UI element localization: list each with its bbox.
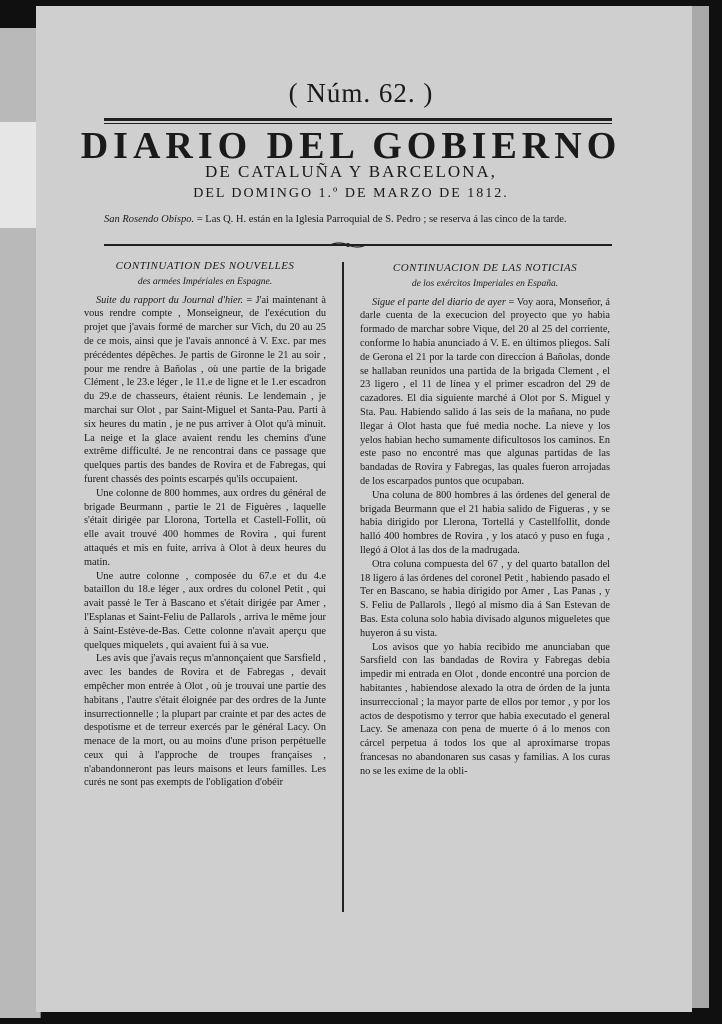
ornament-icon [330,241,366,249]
notice-text: = Las Q. H. están en la Iglesia Parroquial de S. Pedro ; se reserva á las cinco de la tarde. [194,214,567,225]
date-line: DEL DOMINGO 1.º DE MARZO DE 1812. [193,186,509,201]
spanish-paragraph: Los avisos que yo habia recibido me anunciaban que Sarsfield con las bandadas de Rovira y Fabregas debia impedir mi entrada en Olot , donde encontré una porcion de habitantes , habiendose alexado la otra de órden de la junta insurreccional ; la mayor parte de ellos por temor , y por los actos de despotismo y terror que habia executado el general Lacy. Se amenaza con pena de muerte ó á lo menos con cárcel perpetua á todos los que al aproximarse tropas francesas no abandonaren sus casas y familias. A los curas no se les exime de la obli- [360,641,610,777]
column-divider [342,262,344,912]
daily-notice [104,213,614,227]
issue-number: ( Núm. 62. ) [288,78,434,108]
spanish-column [360,262,610,778]
notice-saint: San Rosendo Obispo. [104,214,195,225]
masthead-subtitle: DE CATALUÑA Y BARCELONA, [205,162,497,181]
spanish-paragraph: Una coluna de 800 hombres á las órdenes del general de brigada Beurmann que el 21 habia salido de Figueras , y se habia dirigido por Llerona, Tortellá y Castellfollit, donde halló 400 hombres de Rovira , y los atacó y puso en fuga , llegó á Olot á las dos de la madrugada. [360,489,610,556]
spanish-subheading: de los exércitos Imperiales en España. [411,278,559,289]
french-column [84,260,326,790]
french-paragraph: Une autre colonne , composée du 67.e et du 4.e bataillon du 18.e léger , aux ordres du colonel Petit , qui avait passé le Ter à Bascano et s'était dirigée par Amer , l'Esplanas et Saint-Feliu de Pallarols , arriva le même jour à Saint-Estève-de-Bas. Cette colonne n'avait aperçu que quelques miquelets , qui avaient fui à sa vue. [84,570,326,651]
spanish-heading: CONTINUACION DE LAS NOTICIAS [392,262,578,274]
masthead-top-rule [104,118,612,121]
spanish-paragraph: Sigue el parte del diario de ayer = Voy aora, Monseñor, á darle cuenta de la execucion del proyecto que yo habia formado de marchar sobre Vique, del 20 al 25 del corriente, conforme lo habia anunciado á V. E. en últimos pliegos. Salí de Gerona el 21 por la tarde con direccion á Bañolas, donde se hallaban reunidos una partida de la brigada Clement , el 23 ligero , el 11 de línea y el primer escadron del 29 de cazadores. El dia siguiente marché á Olot por S. Miguel y Sta. Pau. Habiendo salido á las seis de la mañana, no pude llegar á Olot hasta que fué media noche. La nieve y los yelos habian hecho sumamente dificultosos los caminos. En este paso no encontré mas que algunas partidas de las bandadas de Rovira y Fabregas, las quales fueron arrojadas de los escarpados puntos que ocupaban. [360,296,610,487]
french-heading: CONTINUATION DES NOUVELLES [115,260,295,272]
paper-tab [0,122,38,228]
spanish-paragraph: Otra coluna compuesta del 67 , y del quarto batallon del 18 ligero á las órdenes del coronel Petit , habiendo pasado el Ter en Bascano, se habia dirigido por Amer , Las Panas , y S. Feliu de Pallarols , llegó al mismo dia á San Estevan de Bas. Esta coluna solo habia divisado algunos migueletes que huyeron á su vista. [360,558,610,639]
french-paragraph: Suite du rapport du Journal d'hier. = J'ai maintenant à vous rendre compte , Monseigneur, de l'exécution du projet que j'avais formé de marcher sur Vich, du 20 au 25 de ce mois, ainsi que je l'avais annoncé à V. Exc. par mes précédentes dépêches. Je partis de Gironne le 21 au soir , pour me rendre à Bañolas , où une partie de la brigade Clément , le 23.e léger , le 11.e de ligne et le 1.er escadron du 29.e de chasseurs, étaient réunis. Le lendemain , je marchai sur Olot , par Saint-Miguel et Santa-Pau. Parti à six heures du matin , je ne pus arriver à Olot qu'à minuit. La neige et la glace avaient rendu les chemins d'une extrême difficulté. Je ne rencontrai dans ce passage que quelques partis des bandes de Rovira et de Fabregas, qui furent chassés des points escarpés qu'ils occupaient. [84,294,326,485]
french-subheading: des armées Impériales en Espagne. [137,276,273,287]
spanish-lead: Sigue el parte del diario de ayer [372,296,506,308]
french-paragraph: Une colonne de 800 hommes, aux ordres du général de brigade Beurmann , partie le 21 de Figuères , laquelle s'était dirigée par Llorona, Tortella et Castell-Follit, où elle avait trouvé 400 hommes de Rovira , qui furent attaqués et mis en fuite, arriva à Olot à deux heures du matin. [84,487,326,568]
french-lead: Suite du rapport du Journal d'hier. [96,294,244,306]
french-paragraph: Les avis que j'avais reçus m'annonçaient que Sarsfield , avec les bandes de Rovira et de Fabregas , devait empêcher mon entrée à Olot , où je trouvai une partie des habitans , l'autre s'était éloignée par des ordres de la Junte insurrectionnelle ; la plupart par crainte et par des actes de despotisme et de terreur exercés par le général Lacy. On menace de la mort, ou au moins d'une prison perpétuelle ceux qui à l'approche de troupes françaises , n'abandonneront pas leurs maisons et leurs familles. Les curés ne sont pas exempts de l'obligation d'obéir [84,653,326,789]
masthead-title: DIARIO DEL GOBIERNO [80,125,622,167]
